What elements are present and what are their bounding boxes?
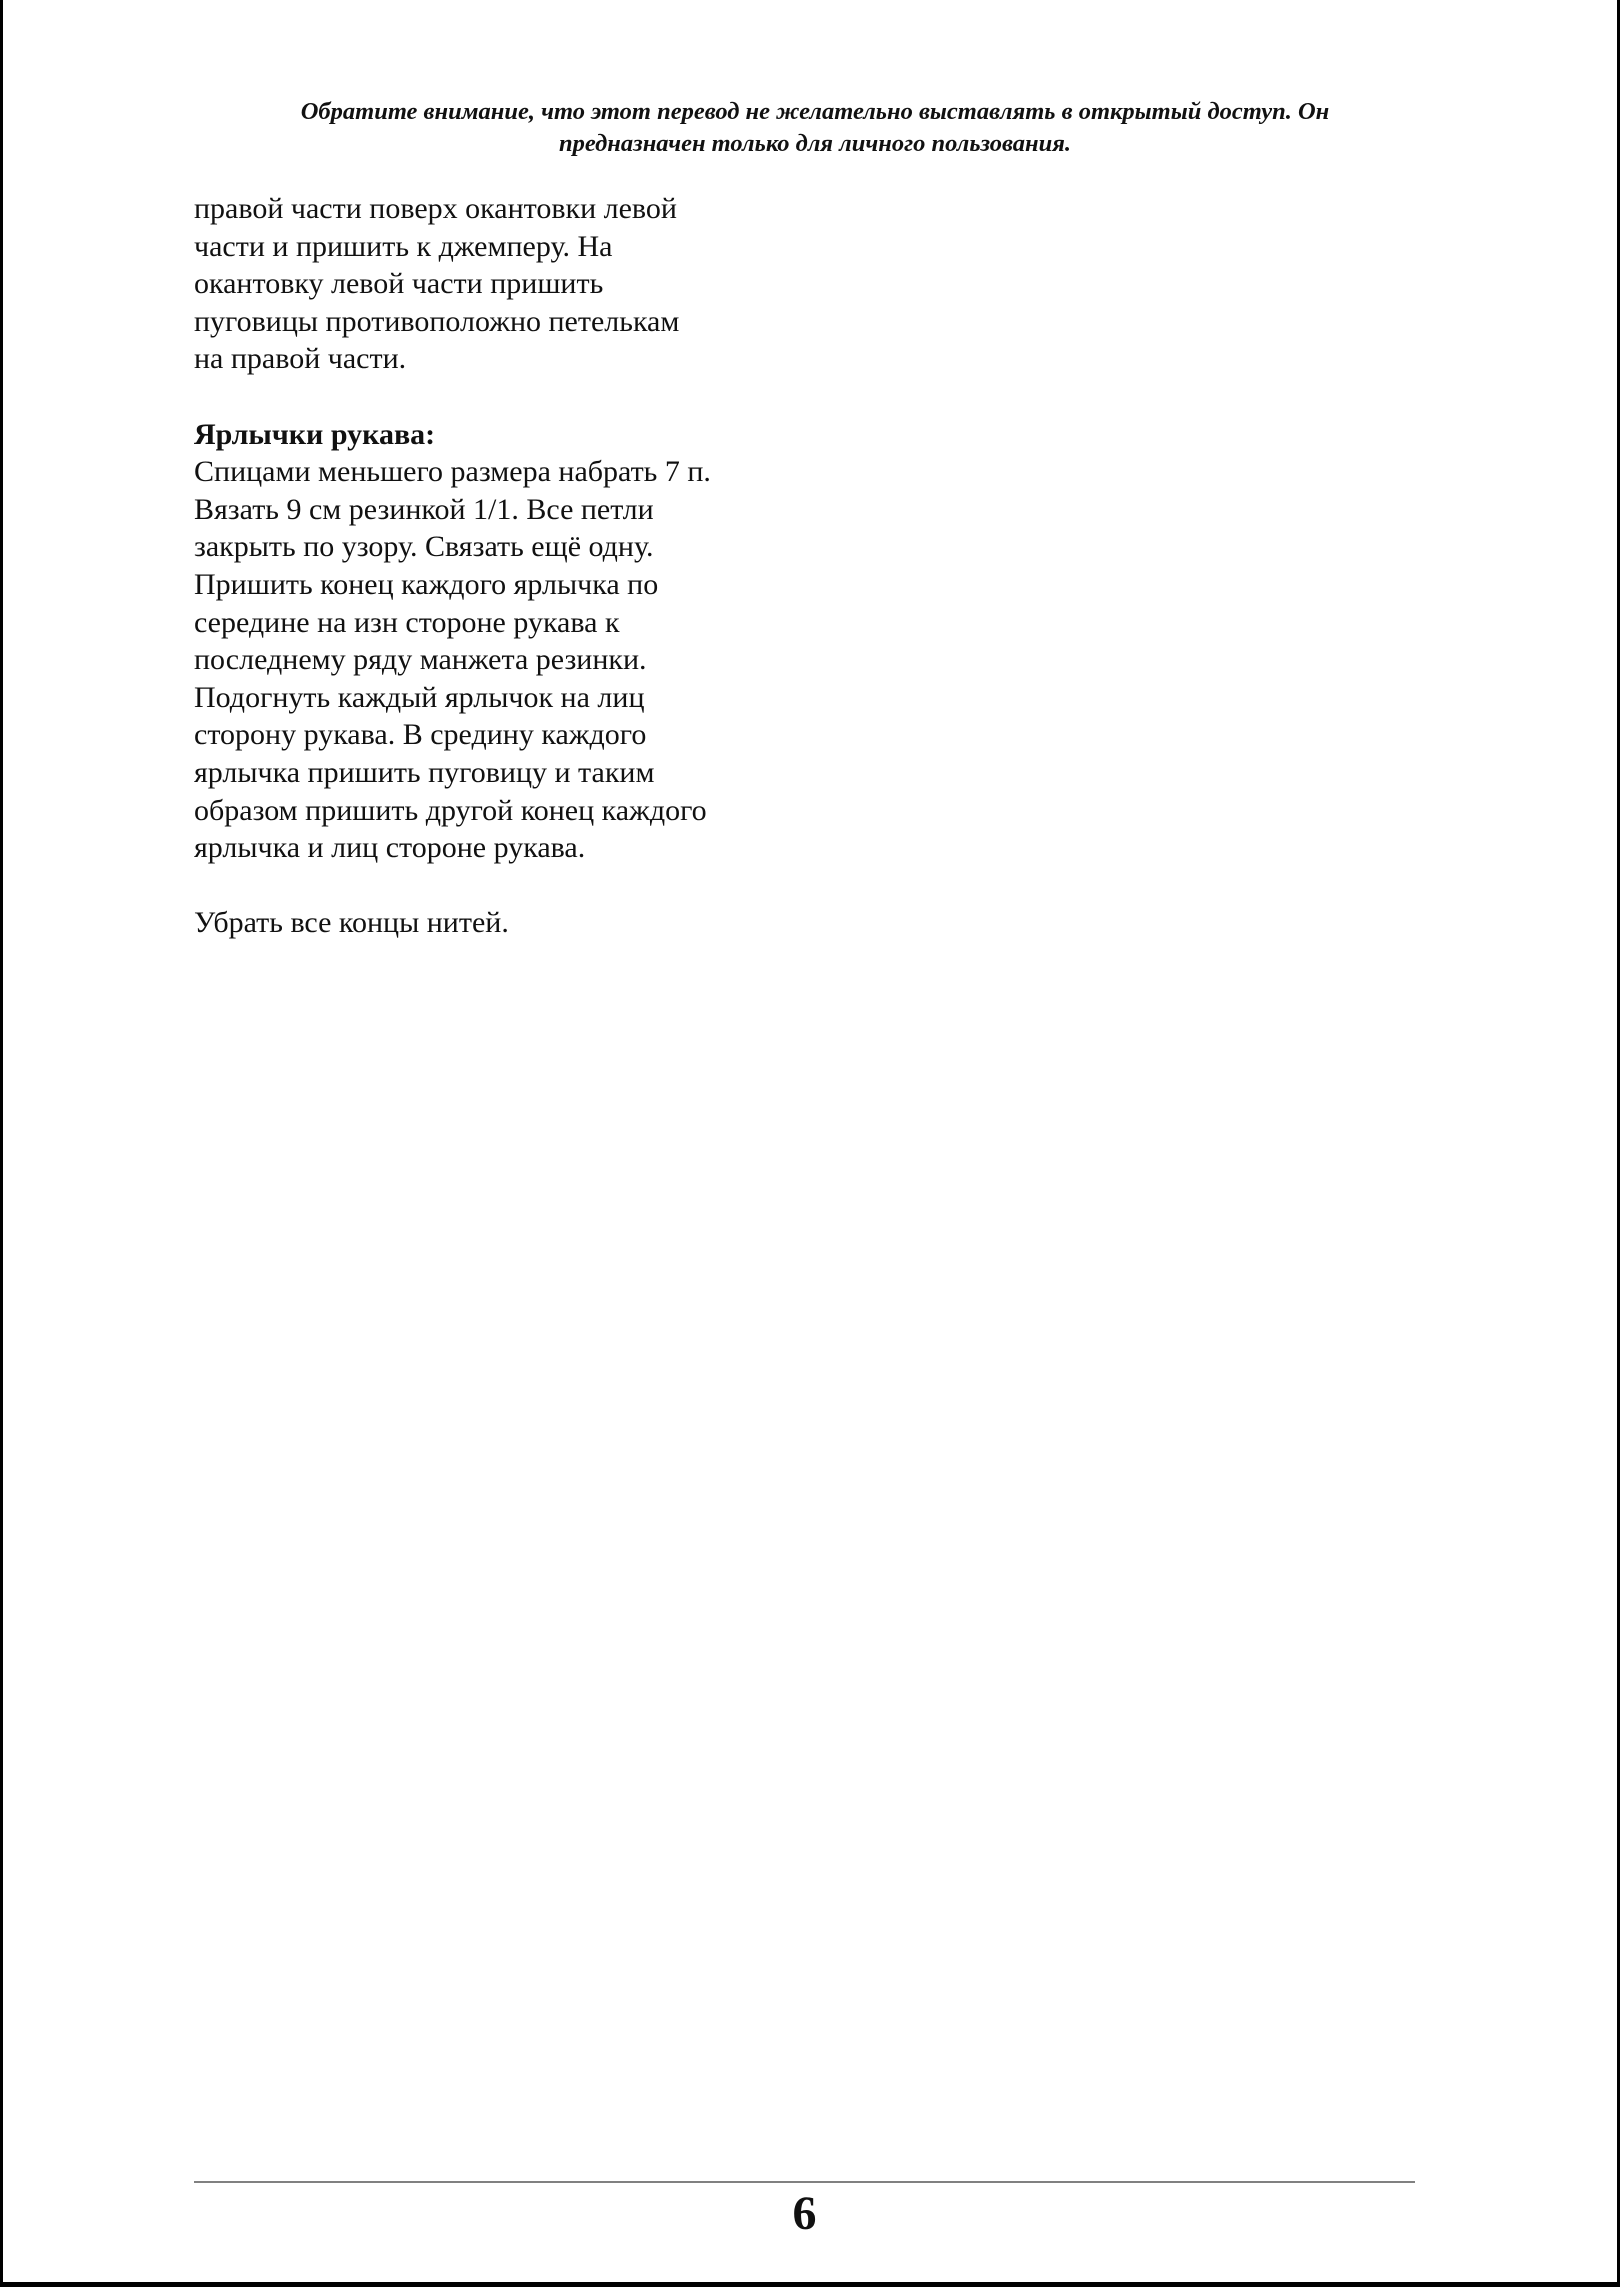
header-notice <box>160 96 1470 160</box>
footer-divider <box>194 2181 1415 2183</box>
text-line: середине на изн стороне рукава к <box>194 605 620 639</box>
paragraph-finishing: Убрать все концы нитей. <box>194 906 509 940</box>
text-line: Вязать 9 см резинкой 1/1. Все петли <box>194 492 654 526</box>
text-line: сторону рукава. В средину каждого <box>194 718 647 752</box>
text-line: Подогнуть каждый ярлычок на лиц <box>194 680 645 714</box>
text-line: закрыть по узору. Связать ещё одну. <box>194 530 654 564</box>
text-line: на правой части. <box>194 342 407 376</box>
text-line: последнему ряду манжета резинки. <box>194 643 647 677</box>
paragraph-spacer <box>194 867 814 905</box>
header-notice-line-1: Обратите внимание, что этот перевод не желательно выставлять в открытый доступ. Он <box>300 98 1330 125</box>
text-line: ярлычка пришить пуговицу и таким <box>194 755 655 789</box>
page-number: 6 <box>792 2187 817 2240</box>
text-line: окантовку левой части пришить <box>194 267 604 301</box>
body-text <box>194 190 814 942</box>
text-line: части и пришить к джемперу. На <box>194 229 613 263</box>
header-notice-line-2: предназначен только для личного пользования. <box>558 130 1072 157</box>
section-heading: Ярлычки рукава: <box>194 417 436 451</box>
text-line: образом пришить другой конец каждого <box>194 793 707 827</box>
paragraph-spacer <box>194 378 814 416</box>
text-line: пуговицы противоположно петелькам <box>194 304 680 338</box>
paragraph-front-band <box>194 190 814 378</box>
text-line: правой части поверх окантовки левой <box>194 192 677 225</box>
paragraph-sleeve-tabs <box>194 453 814 867</box>
text-line: ярлычка и лиц стороне рукава. <box>194 831 586 865</box>
text-line: Спицами меньшего размера набрать 7 п. <box>194 455 711 489</box>
text-line: Пришить конец каждого ярлычка по <box>194 567 659 601</box>
